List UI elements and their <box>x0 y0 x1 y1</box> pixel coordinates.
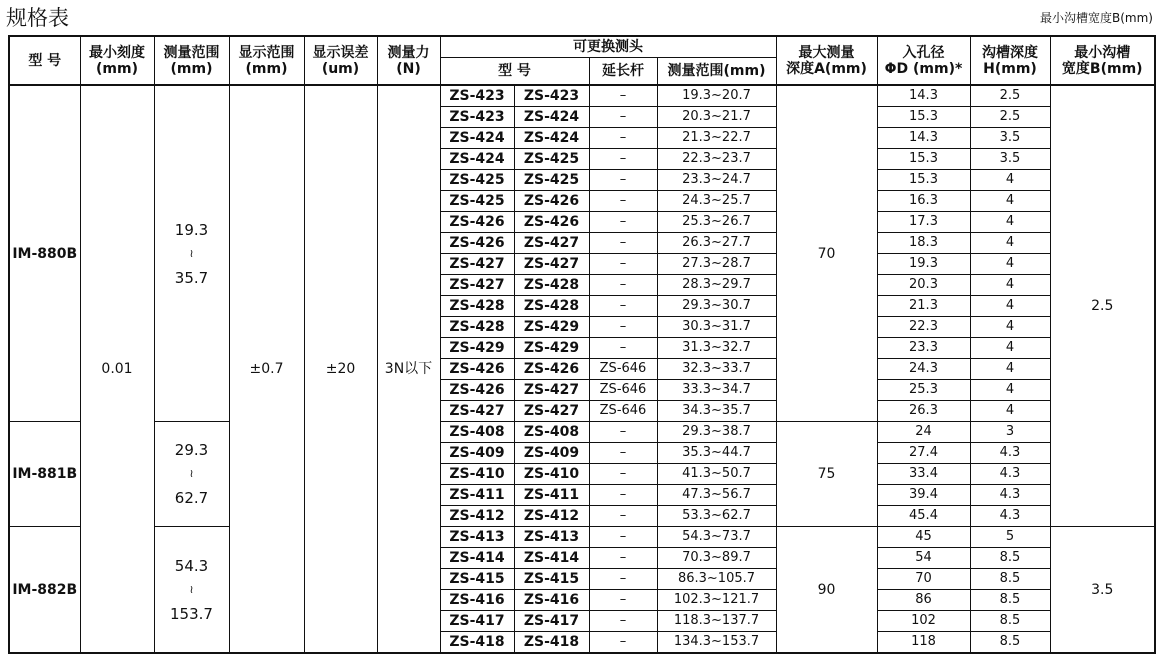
extension-cell: – <box>589 422 657 443</box>
groove-depth-cell: 8.5 <box>970 590 1050 611</box>
probe-model-cell: ZS-426 <box>514 191 589 212</box>
probe-range-cell: 53.3~62.7 <box>657 506 776 527</box>
max-depth-cell: 75 <box>776 422 877 527</box>
meas-range-bot: 153.7 <box>170 604 213 623</box>
groove-depth-cell: 2.5 <box>970 85 1050 107</box>
meas-range-cell <box>154 85 229 422</box>
groove-depth-cell: 4.3 <box>970 443 1050 464</box>
probe-model-cell: ZS-426 <box>440 380 514 401</box>
extension-cell: – <box>589 107 657 128</box>
probe-range-cell: 34.3~35.7 <box>657 401 776 422</box>
probe-range-cell: 47.3~56.7 <box>657 485 776 506</box>
table-row <box>9 422 1155 443</box>
probe-model-cell: ZS-416 <box>514 590 589 611</box>
extension-cell: – <box>589 632 657 654</box>
bore-cell: 26.3 <box>877 401 970 422</box>
bore-cell: 18.3 <box>877 233 970 254</box>
meas-range-top: 54.3 <box>174 556 209 575</box>
extension-cell: – <box>589 275 657 296</box>
groove-depth-cell: 4.3 <box>970 464 1050 485</box>
extension-cell: – <box>589 464 657 485</box>
groove-depth-cell: 4 <box>970 233 1050 254</box>
extension-cell: – <box>589 569 657 590</box>
probe-range-cell: 41.3~50.7 <box>657 464 776 485</box>
probe-model-cell: ZS-424 <box>514 107 589 128</box>
probe-model-cell: ZS-423 <box>440 107 514 128</box>
probe-model-cell: ZS-413 <box>514 527 589 548</box>
groove-depth-cell: 8.5 <box>970 569 1050 590</box>
probe-model-cell: ZS-415 <box>440 569 514 590</box>
probe-range-cell: 118.3~137.7 <box>657 611 776 632</box>
probe-model-cell: ZS-426 <box>440 233 514 254</box>
probe-range-cell: 28.3~29.7 <box>657 275 776 296</box>
meas-force-cell: 3N以下 <box>377 85 440 653</box>
probe-model-cell: ZS-415 <box>514 569 589 590</box>
meas-range-top: 29.3 <box>174 441 209 459</box>
extension-cell: ZS-646 <box>589 401 657 422</box>
probe-range-cell: 31.3~32.7 <box>657 338 776 359</box>
probe-model-cell: ZS-418 <box>514 632 589 654</box>
probe-model-cell: ZS-418 <box>440 632 514 654</box>
bore-cell: 118 <box>877 632 970 654</box>
probe-model-cell: ZS-425 <box>440 170 514 191</box>
header-meas-force: 测量力 (N) <box>377 36 440 85</box>
probe-model-cell: ZS-411 <box>440 485 514 506</box>
groove-depth-cell: 4 <box>970 254 1050 275</box>
groove-depth-cell: 4 <box>970 338 1050 359</box>
table-row <box>9 527 1155 548</box>
groove-depth-cell: 5 <box>970 527 1050 548</box>
probe-model-cell: ZS-426 <box>514 212 589 233</box>
extension-cell: – <box>589 590 657 611</box>
probe-model-cell: ZS-411 <box>514 485 589 506</box>
extension-cell: – <box>589 212 657 233</box>
groove-depth-cell: 4 <box>970 380 1050 401</box>
header-extension: 延长杆 <box>589 58 657 86</box>
header-probe-model: 型 号 <box>440 58 589 86</box>
extension-cell: – <box>589 191 657 212</box>
groove-depth-cell: 4 <box>970 317 1050 338</box>
probe-model-cell: ZS-424 <box>514 128 589 149</box>
probe-range-cell: 25.3~26.7 <box>657 212 776 233</box>
groove-depth-cell: 4 <box>970 296 1050 317</box>
probe-model-cell: ZS-429 <box>514 317 589 338</box>
probe-range-cell: 21.3~22.7 <box>657 128 776 149</box>
probe-model-cell: ZS-408 <box>514 422 589 443</box>
probe-model-cell: ZS-427 <box>440 401 514 422</box>
probe-model-cell: ZS-409 <box>440 443 514 464</box>
probe-range-cell: 32.3~33.7 <box>657 359 776 380</box>
groove-depth-cell: 4 <box>970 191 1050 212</box>
probe-range-cell: 102.3~121.7 <box>657 590 776 611</box>
probe-model-cell: ZS-413 <box>440 527 514 548</box>
spec-table-body <box>9 85 1155 653</box>
probe-range-cell: 24.3~25.7 <box>657 191 776 212</box>
bore-cell: 86 <box>877 590 970 611</box>
header-probe: 可更换测头 <box>440 36 776 58</box>
groove-depth-cell: 4 <box>970 275 1050 296</box>
probe-range-cell: 27.3~28.7 <box>657 254 776 275</box>
meas-range-bot: 62.7 <box>174 489 209 507</box>
probe-model-cell: ZS-417 <box>440 611 514 632</box>
max-depth-cell: 90 <box>776 527 877 654</box>
groove-depth-cell: 4 <box>970 359 1050 380</box>
bore-cell: 54 <box>877 548 970 569</box>
bore-cell: 70 <box>877 569 970 590</box>
header-bore: 入孔径 ΦD (mm)* <box>877 36 970 85</box>
probe-model-cell: ZS-425 <box>514 170 589 191</box>
probe-model-cell: ZS-410 <box>514 464 589 485</box>
extension-cell: – <box>589 527 657 548</box>
probe-model-cell: ZS-428 <box>440 317 514 338</box>
header-groove-depth: 沟槽深度 H(mm) <box>970 36 1050 85</box>
probe-model-cell: ZS-412 <box>514 506 589 527</box>
header-max-depth: 最大测量 深度A(mm) <box>776 36 877 85</box>
groove-depth-cell: 3.5 <box>970 149 1050 170</box>
meas-range-sep: ≀ <box>189 246 194 260</box>
extension-cell: – <box>589 254 657 275</box>
probe-range-cell: 19.3~20.7 <box>657 85 776 107</box>
probe-model-cell: ZS-424 <box>440 128 514 149</box>
bore-cell: 14.3 <box>877 128 970 149</box>
probe-model-cell: ZS-414 <box>440 548 514 569</box>
probe-range-cell: 29.3~30.7 <box>657 296 776 317</box>
groove-depth-cell: 4 <box>970 212 1050 233</box>
groove-width-cell: 2.5 <box>1050 85 1155 527</box>
probe-range-cell: 30.3~31.7 <box>657 317 776 338</box>
probe-range-cell: 26.3~27.7 <box>657 233 776 254</box>
model-cell: IM-880B <box>9 85 80 422</box>
probe-model-cell: ZS-416 <box>440 590 514 611</box>
groove-depth-cell: 3 <box>970 422 1050 443</box>
probe-range-cell: 33.3~34.7 <box>657 380 776 401</box>
extension-cell: – <box>589 338 657 359</box>
meas-range-top: 19.3 <box>174 220 209 239</box>
extension-cell: – <box>589 149 657 170</box>
probe-range-cell: 22.3~23.7 <box>657 149 776 170</box>
bore-cell: 27.4 <box>877 443 970 464</box>
extension-cell: – <box>589 506 657 527</box>
bore-cell: 33.4 <box>877 464 970 485</box>
min-scale-cell: 0.01 <box>80 85 154 653</box>
probe-model-cell: ZS-427 <box>440 254 514 275</box>
model-cell: IM-881B <box>9 422 80 527</box>
header-disp-error: 显示误差 (um) <box>304 36 377 85</box>
bore-cell: 45 <box>877 527 970 548</box>
probe-range-cell: 23.3~24.7 <box>657 170 776 191</box>
bore-cell: 14.3 <box>877 85 970 107</box>
bore-cell: 17.3 <box>877 212 970 233</box>
probe-model-cell: ZS-426 <box>440 359 514 380</box>
probe-model-cell: ZS-427 <box>514 233 589 254</box>
probe-model-cell: ZS-428 <box>514 296 589 317</box>
groove-depth-cell: 3.5 <box>970 128 1050 149</box>
probe-model-cell: ZS-423 <box>514 85 589 107</box>
probe-model-cell: ZS-423 <box>440 85 514 107</box>
bore-cell: 24.3 <box>877 359 970 380</box>
probe-model-cell: ZS-426 <box>440 212 514 233</box>
probe-range-cell: 54.3~73.7 <box>657 527 776 548</box>
probe-model-cell: ZS-414 <box>514 548 589 569</box>
max-depth-cell: 70 <box>776 85 877 422</box>
probe-range-cell: 35.3~44.7 <box>657 443 776 464</box>
groove-depth-cell: 4 <box>970 401 1050 422</box>
extension-cell: ZS-646 <box>589 380 657 401</box>
extension-cell: – <box>589 296 657 317</box>
table-row <box>9 85 1155 107</box>
extension-cell: – <box>589 170 657 191</box>
groove-depth-cell: 8.5 <box>970 632 1050 654</box>
probe-model-cell: ZS-427 <box>440 275 514 296</box>
bore-cell: 45.4 <box>877 506 970 527</box>
probe-range-cell: 86.3~105.7 <box>657 569 776 590</box>
probe-model-cell: ZS-410 <box>440 464 514 485</box>
disp-error-cell: ±20 <box>304 85 377 653</box>
extension-cell: – <box>589 443 657 464</box>
meas-range-bot: 35.7 <box>174 268 209 287</box>
bore-cell: 39.4 <box>877 485 970 506</box>
extension-cell: ZS-646 <box>589 359 657 380</box>
header-disp-range: 显示范围 (mm) <box>229 36 304 85</box>
probe-model-cell: ZS-412 <box>440 506 514 527</box>
probe-model-cell: ZS-428 <box>514 275 589 296</box>
header-model: 型 号 <box>9 36 80 85</box>
probe-model-cell: ZS-427 <box>514 254 589 275</box>
header-groove-width: 最小沟槽 宽度B(mm) <box>1050 36 1155 85</box>
meas-range-cell <box>154 527 229 654</box>
probe-range-cell: 70.3~89.7 <box>657 548 776 569</box>
bore-cell: 15.3 <box>877 107 970 128</box>
probe-model-cell: ZS-425 <box>440 191 514 212</box>
extension-cell: – <box>589 317 657 338</box>
groove-depth-cell: 4 <box>970 170 1050 191</box>
groove-depth-cell: 4.3 <box>970 485 1050 506</box>
header-min-scale: 最小刻度 (mm) <box>80 36 154 85</box>
groove-depth-cell: 4.3 <box>970 506 1050 527</box>
probe-model-cell: ZS-408 <box>440 422 514 443</box>
spec-table <box>8 35 1156 654</box>
probe-range-cell: 29.3~38.7 <box>657 422 776 443</box>
bore-cell: 15.3 <box>877 170 970 191</box>
meas-range-sep: ≀ <box>189 582 194 596</box>
bore-cell: 24 <box>877 422 970 443</box>
probe-model-cell: ZS-409 <box>514 443 589 464</box>
extension-cell: – <box>589 485 657 506</box>
bore-cell: 102 <box>877 611 970 632</box>
probe-model-cell: ZS-417 <box>514 611 589 632</box>
groove-depth-cell: 8.5 <box>970 548 1050 569</box>
probe-model-cell: ZS-428 <box>440 296 514 317</box>
header-probe-range: 测量范围(mm) <box>657 58 776 86</box>
probe-model-cell: ZS-426 <box>514 359 589 380</box>
bore-cell: 21.3 <box>877 296 970 317</box>
bore-cell: 20.3 <box>877 275 970 296</box>
probe-model-cell: ZS-424 <box>440 149 514 170</box>
page-title: 规格表 <box>6 6 69 30</box>
groove-depth-cell: 2.5 <box>970 107 1050 128</box>
groove-depth-cell: 8.5 <box>970 611 1050 632</box>
bore-cell: 25.3 <box>877 380 970 401</box>
probe-range-cell: 20.3~21.7 <box>657 107 776 128</box>
groove-width-cell: 3.5 <box>1050 527 1155 654</box>
extension-cell: – <box>589 85 657 107</box>
extension-cell: – <box>589 233 657 254</box>
bore-cell: 22.3 <box>877 317 970 338</box>
header-meas-range: 测量范围 (mm) <box>154 36 229 85</box>
extension-cell: – <box>589 611 657 632</box>
disp-range-cell: ±0.7 <box>229 85 304 653</box>
probe-model-cell: ZS-425 <box>514 149 589 170</box>
probe-model-cell: ZS-429 <box>440 338 514 359</box>
bore-cell: 15.3 <box>877 149 970 170</box>
unit-note: 最小沟槽宽度B(mm) <box>1040 11 1153 25</box>
bore-cell: 19.3 <box>877 254 970 275</box>
bore-cell: 23.3 <box>877 338 970 359</box>
model-cell: IM-882B <box>9 527 80 654</box>
probe-model-cell: ZS-427 <box>514 380 589 401</box>
probe-model-cell: ZS-429 <box>514 338 589 359</box>
probe-model-cell: ZS-427 <box>514 401 589 422</box>
extension-cell: – <box>589 548 657 569</box>
meas-range-cell <box>154 422 229 527</box>
probe-range-cell: 134.3~153.7 <box>657 632 776 654</box>
bore-cell: 16.3 <box>877 191 970 212</box>
meas-range-sep: ≀ <box>189 467 194 480</box>
extension-cell: – <box>589 128 657 149</box>
